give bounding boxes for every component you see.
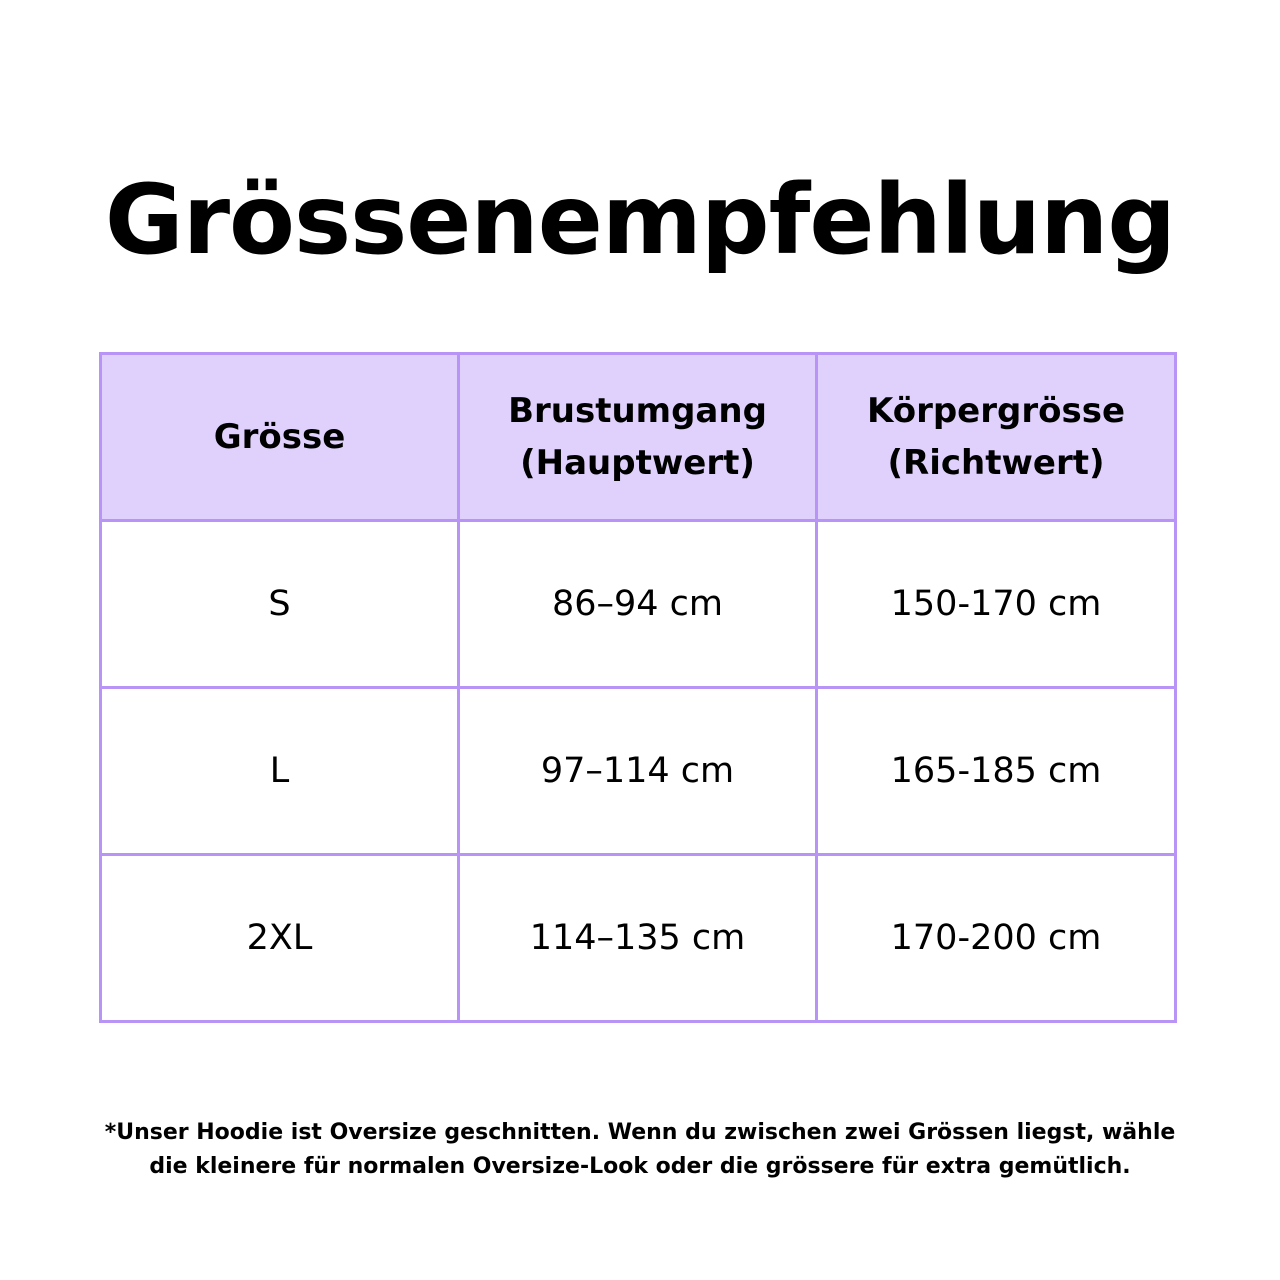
footnote-line-2: die kleinere für normalen Oversize-Look oder die grössere für extra gemütlich. — [149, 1154, 1131, 1179]
table-row — [101, 855, 1176, 1022]
cell-size: S — [101, 521, 459, 688]
header-chest — [459, 354, 817, 521]
cell-chest: 86–94 cm — [459, 521, 817, 688]
header-chest-sublabel: (Hauptwert) — [520, 443, 755, 483]
header-chest-label: Brustumgang — [508, 391, 767, 431]
header-height-label: Körpergrösse — [866, 391, 1126, 431]
cell-size: 2XL — [101, 855, 459, 1022]
size-table — [99, 352, 1177, 1023]
table-row — [101, 688, 1176, 855]
header-size-label: Grösse — [213, 417, 346, 457]
cell-chest: 97–114 cm — [459, 688, 817, 855]
header-height — [817, 354, 1176, 521]
table-header-row — [101, 354, 1176, 521]
cell-size: L — [101, 688, 459, 855]
cell-height: 170-200 cm — [817, 855, 1176, 1022]
header-height-sublabel: (Richtwert) — [887, 443, 1105, 483]
footnote — [40, 1116, 1240, 1184]
footnote-line-1: *Unser Hoodie ist Oversize geschnitten. Wenn du zwischen zwei Grössen liegst, wähle — [104, 1120, 1176, 1145]
cell-height: 165-185 cm — [817, 688, 1176, 855]
cell-height: 150-170 cm — [817, 521, 1176, 688]
cell-chest: 114–135 cm — [459, 855, 817, 1022]
header-size — [101, 354, 459, 521]
table-header — [101, 354, 1176, 521]
page-title: Grössenempfehlung — [104, 164, 1176, 276]
table-body — [101, 521, 1176, 1022]
table-row — [101, 521, 1176, 688]
